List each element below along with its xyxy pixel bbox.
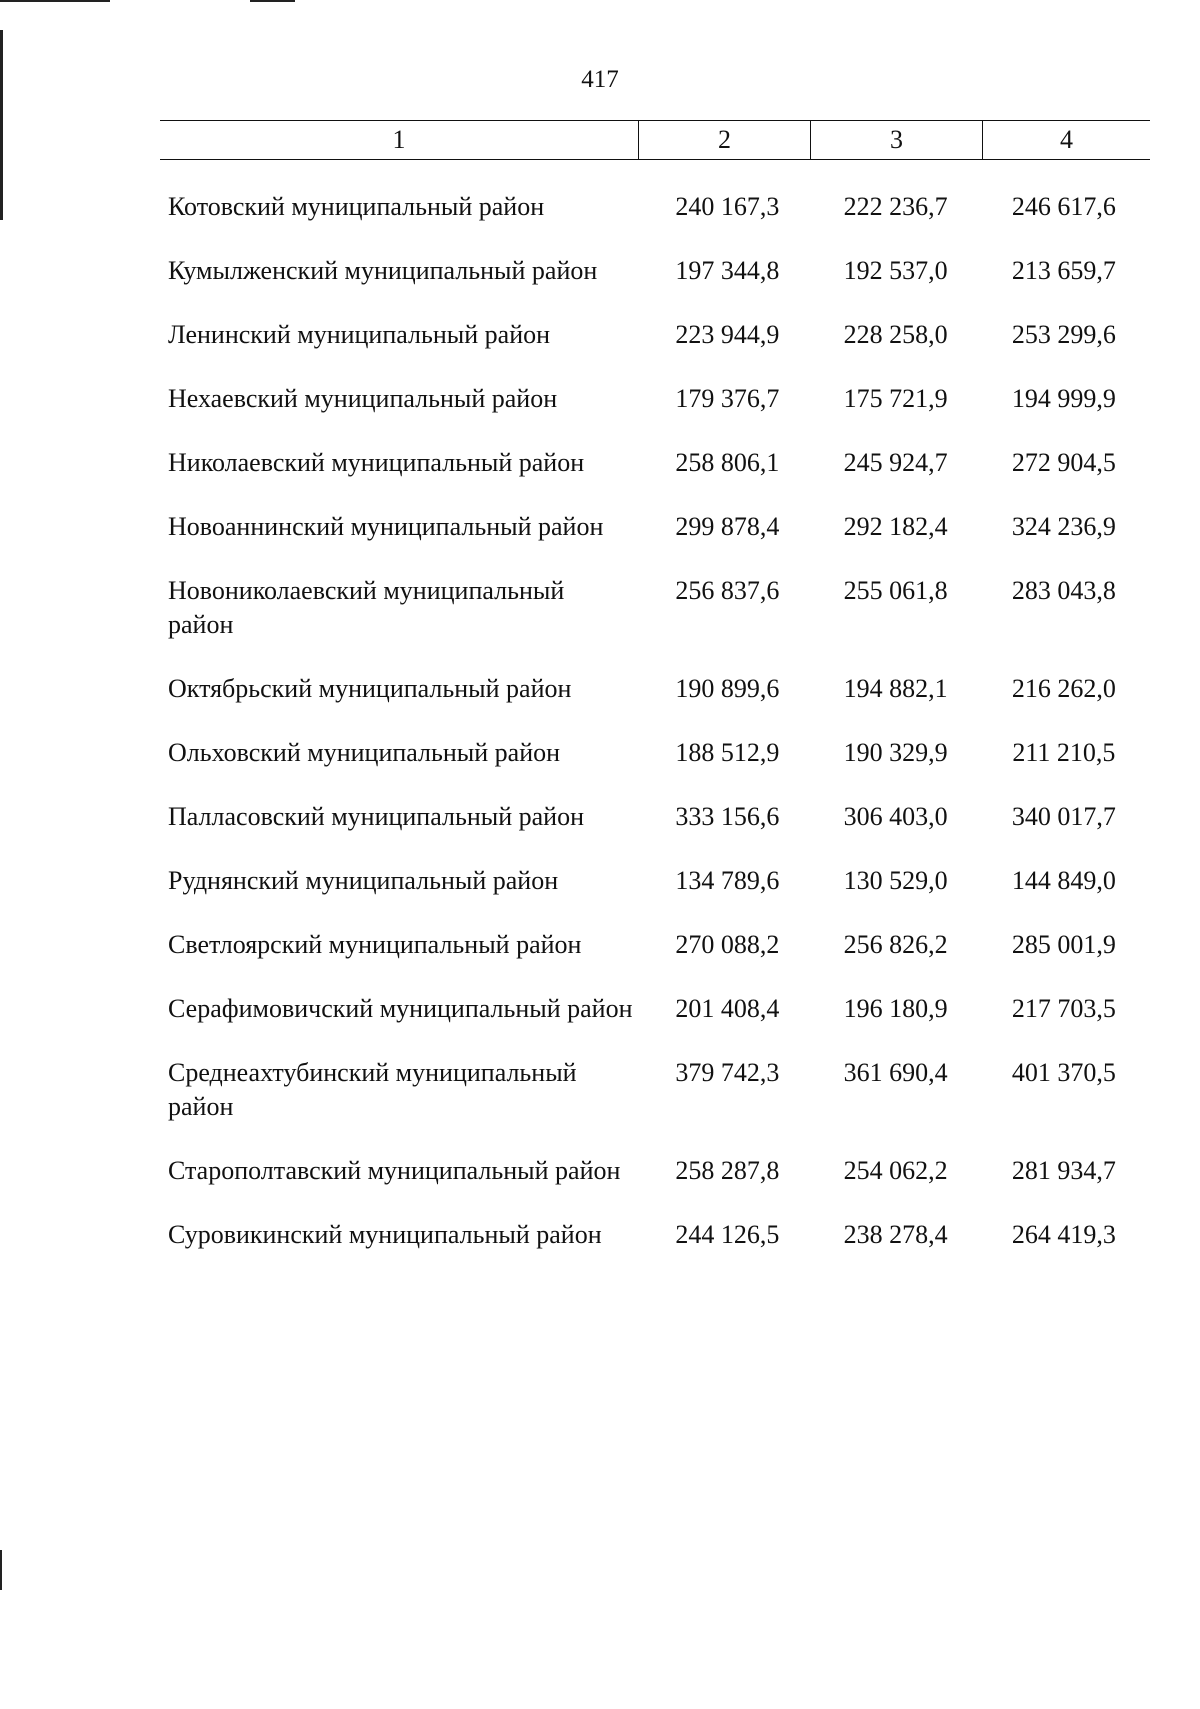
district-name: Ленинский муниципальный район (168, 320, 551, 349)
value-col-2: 258 806,1 (675, 448, 780, 477)
value-col-2: 223 944,9 (675, 320, 780, 349)
value-col-4: 264 419,3 (1011, 1220, 1116, 1249)
table-body (168, 190, 1148, 1282)
table-row (168, 672, 1148, 706)
value-col-3: 194 882,1 (843, 674, 948, 703)
value-col-4: 340 017,7 (1011, 802, 1116, 831)
value-col-2: 258 287,8 (675, 1156, 780, 1185)
district-name: Новониколаевский муниципальный район (168, 576, 565, 639)
district-name: Среднеахтубинский муниципальный район (168, 1058, 577, 1121)
table-row (168, 190, 1148, 224)
table-row (168, 736, 1148, 770)
value-col-2: 188 512,9 (675, 738, 780, 767)
value-col-3: 256 826,2 (843, 930, 948, 959)
district-name: Светлоярский муниципальный район (168, 930, 582, 959)
district-name: Новоаннинский муниципальный район (168, 512, 604, 541)
table-row (168, 928, 1148, 962)
value-col-3: 361 690,4 (843, 1058, 948, 1087)
value-col-4: 213 659,7 (1011, 256, 1116, 285)
value-col-3: 196 180,9 (843, 994, 948, 1023)
table-row (168, 864, 1148, 898)
table-row (168, 254, 1148, 288)
value-col-2: 333 156,6 (675, 802, 780, 831)
value-col-4: 272 904,5 (1011, 448, 1116, 477)
scan-mark-top-left (0, 0, 110, 2)
value-col-3: 190 329,9 (843, 738, 948, 767)
table-row (168, 382, 1148, 416)
value-col-2: 179 376,7 (675, 384, 780, 413)
value-col-3: 238 278,4 (843, 1220, 948, 1249)
value-col-4: 324 236,9 (1011, 512, 1116, 541)
district-name: Кумылженский муниципальный район (168, 256, 598, 285)
value-col-2: 201 408,4 (675, 994, 780, 1023)
value-col-2: 197 344,8 (675, 256, 780, 285)
value-col-4: 211 210,5 (1012, 738, 1116, 767)
table-header-cell: 2 (638, 121, 810, 159)
value-col-4: 401 370,5 (1011, 1058, 1116, 1087)
table-header (160, 120, 1150, 160)
district-name: Серафимовичский муниципальный район (168, 994, 633, 1023)
value-col-3: 306 403,0 (843, 802, 948, 831)
scan-mark-left-edge-lower (0, 1550, 2, 1590)
table-row (168, 1218, 1148, 1252)
value-col-3: 130 529,0 (843, 866, 948, 895)
value-col-4: 283 043,8 (1011, 576, 1116, 605)
value-col-3: 292 182,4 (843, 512, 948, 541)
table-row (168, 1056, 1148, 1124)
value-col-2: 270 088,2 (675, 930, 780, 959)
district-name: Ольховский муниципальный район (168, 738, 561, 767)
value-col-4: 144 849,0 (1011, 866, 1116, 895)
scan-mark-top-center (250, 0, 295, 2)
district-name: Суровикинский муниципальный район (168, 1220, 602, 1249)
value-col-3: 192 537,0 (843, 256, 948, 285)
value-col-4: 281 934,7 (1011, 1156, 1116, 1185)
value-col-3: 175 721,9 (843, 384, 948, 413)
district-name: Руднянский муниципальный район (168, 866, 559, 895)
table-header-cell: 3 (810, 121, 982, 159)
table-row (168, 510, 1148, 544)
district-name: Палласовский муниципальный район (168, 802, 584, 831)
value-col-3: 254 062,2 (843, 1156, 948, 1185)
value-col-2: 240 167,3 (675, 192, 780, 221)
scan-mark-left-edge (0, 30, 3, 220)
district-name: Нехаевский муниципальный район (168, 384, 558, 413)
table-row (168, 446, 1148, 480)
table-header-cell: 4 (982, 121, 1150, 159)
value-col-2: 299 878,4 (675, 512, 780, 541)
value-col-4: 246 617,6 (1011, 192, 1116, 221)
table-header-cell: 1 (392, 125, 406, 154)
value-col-3: 228 258,0 (843, 320, 948, 349)
value-col-2: 134 789,6 (675, 866, 780, 895)
value-col-4: 285 001,9 (1011, 930, 1116, 959)
value-col-2: 190 899,6 (675, 674, 780, 703)
table-row (168, 992, 1148, 1026)
district-name: Старополтавский муниципальный район (168, 1156, 621, 1185)
value-col-4: 194 999,9 (1011, 384, 1116, 413)
value-col-2: 379 742,3 (675, 1058, 780, 1087)
value-col-4: 216 262,0 (1011, 674, 1116, 703)
value-col-3: 255 061,8 (843, 576, 948, 605)
table-row (168, 1154, 1148, 1188)
value-col-3: 222 236,7 (843, 192, 948, 221)
district-name: Котовский муниципальный район (168, 192, 545, 221)
value-col-2: 244 126,5 (675, 1220, 780, 1249)
table-row (168, 574, 1148, 642)
value-col-3: 245 924,7 (843, 448, 948, 477)
value-col-4: 217 703,5 (1011, 994, 1116, 1023)
page-number: 417 (581, 66, 619, 93)
district-name: Октябрьский муниципальный район (168, 674, 572, 703)
value-col-4: 253 299,6 (1011, 320, 1116, 349)
table-row (168, 800, 1148, 834)
table-row (168, 318, 1148, 352)
district-name: Николаевский муниципальный район (168, 448, 585, 477)
value-col-2: 256 837,6 (675, 576, 780, 605)
